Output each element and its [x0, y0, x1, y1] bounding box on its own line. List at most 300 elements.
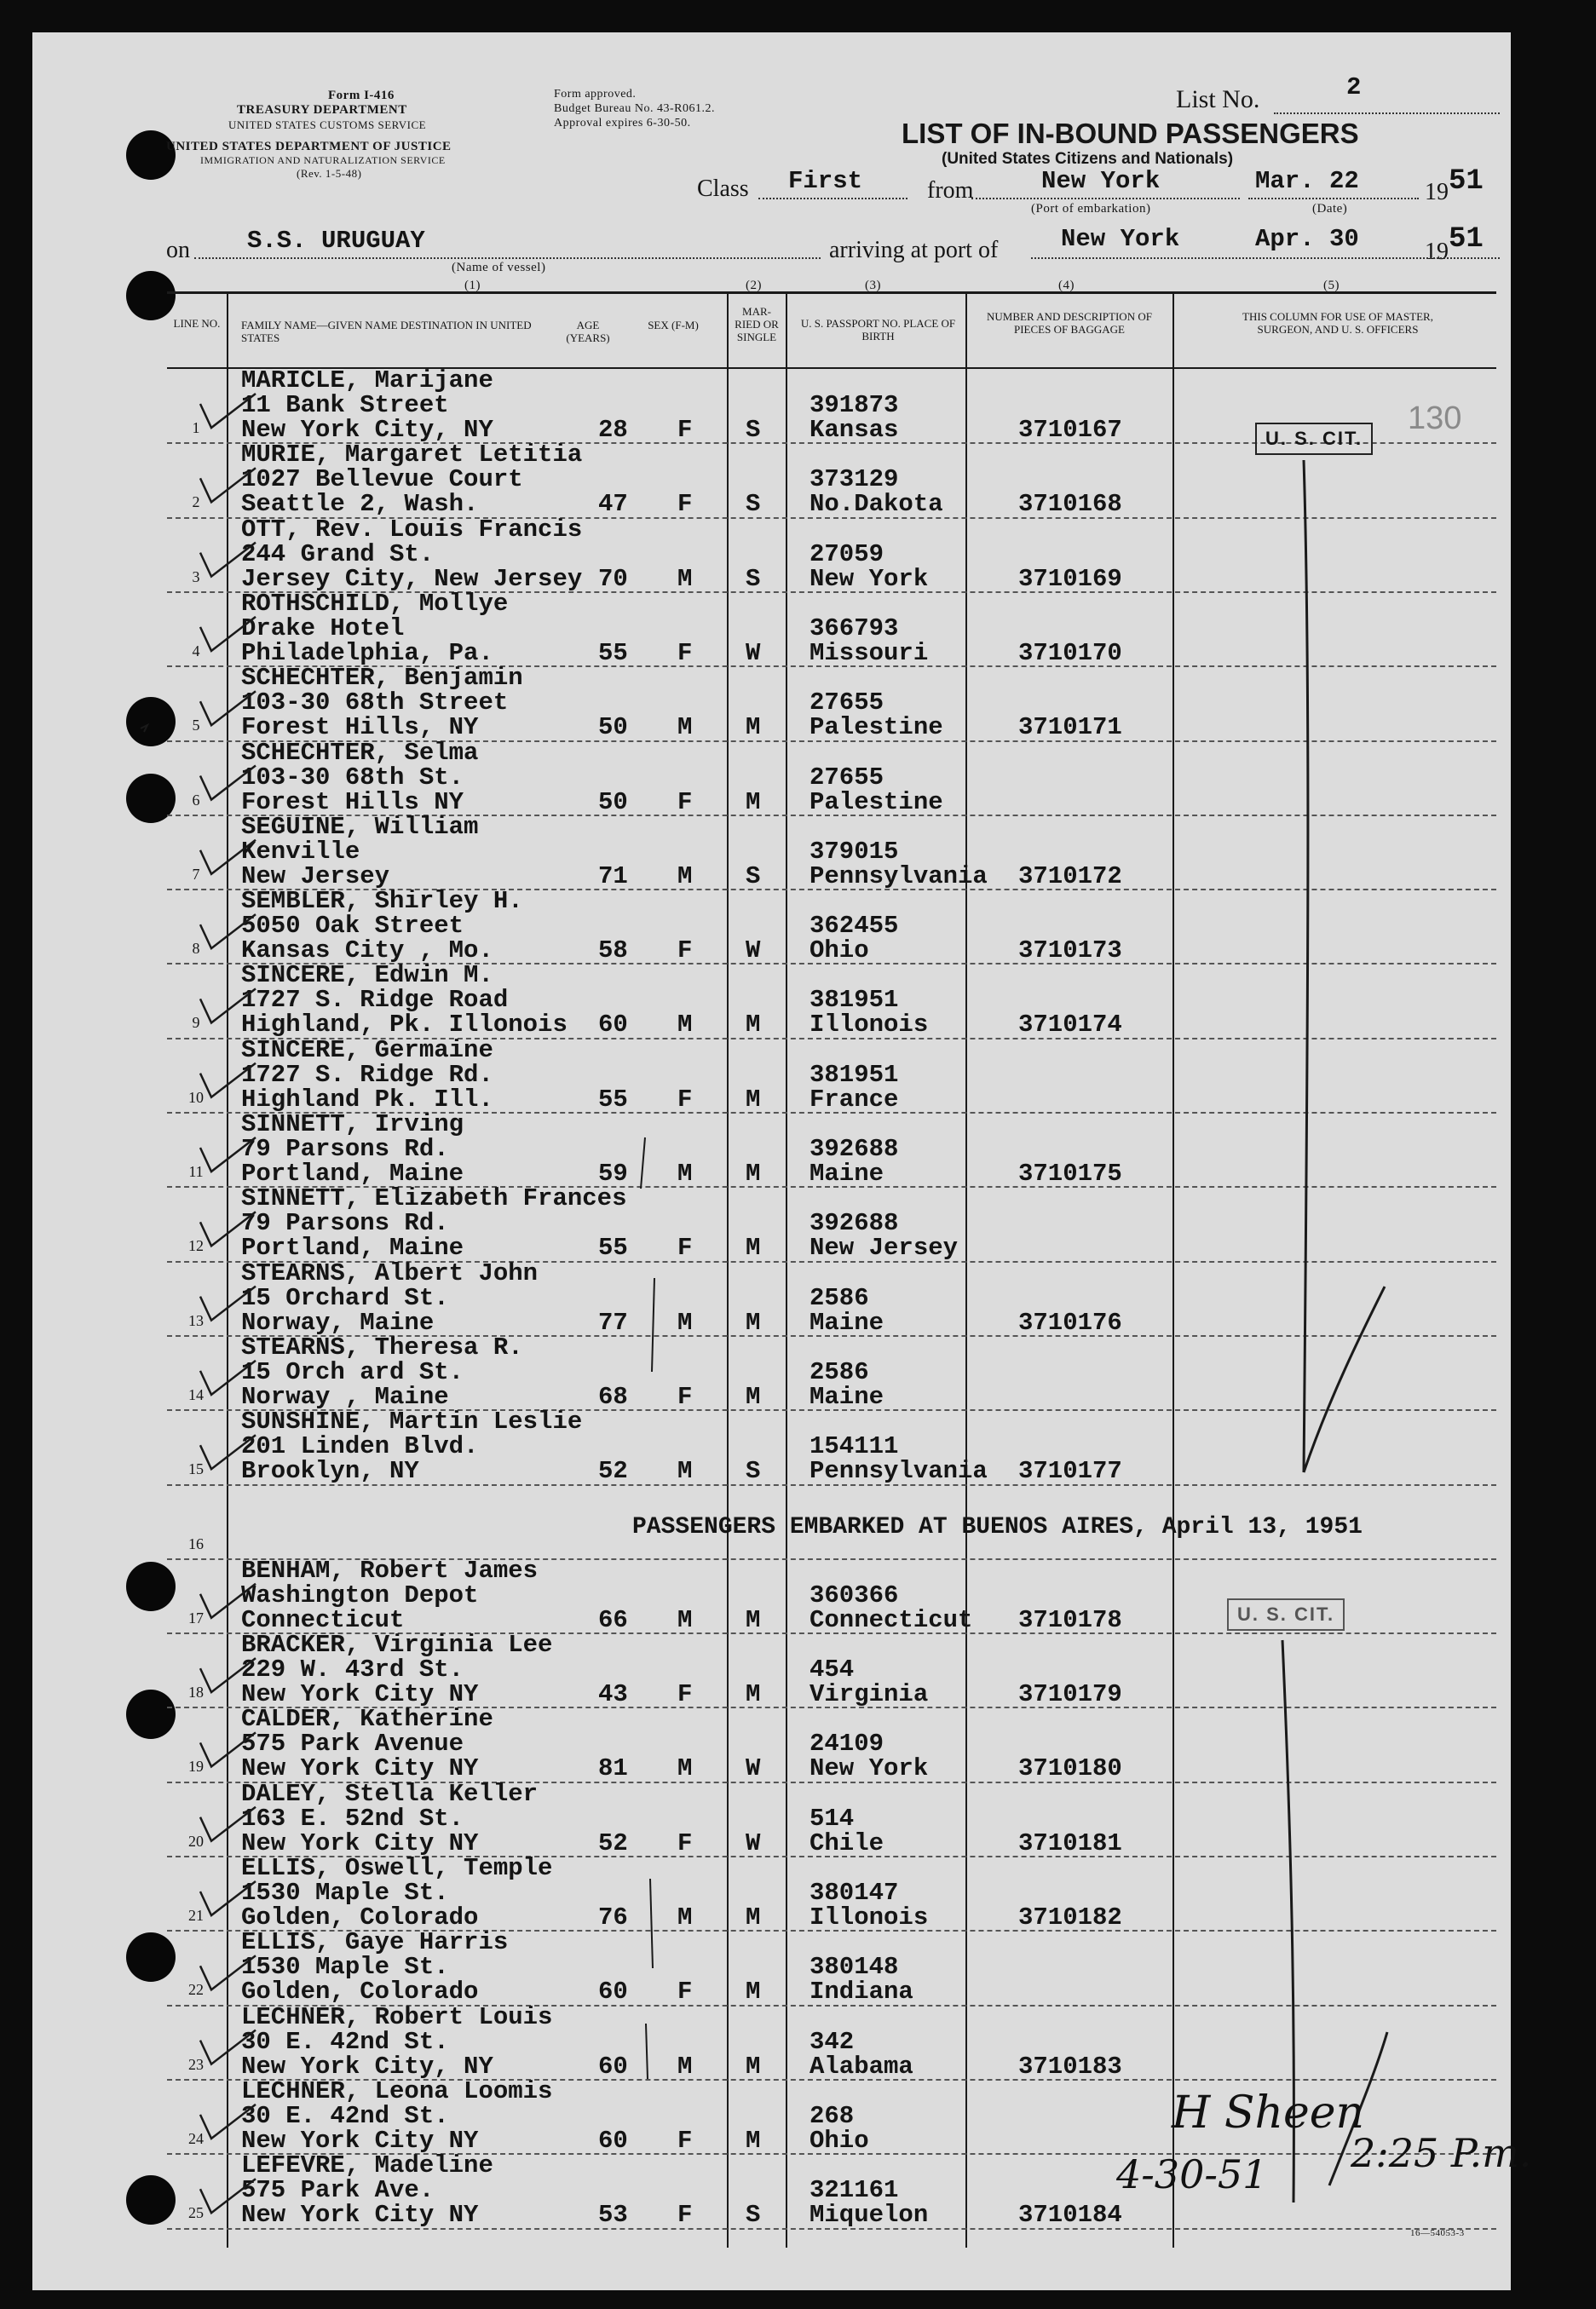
- cell-ms: S: [746, 416, 761, 444]
- cell-n2: Washington Depot: [241, 1581, 479, 1609]
- cell-n2: 201 Linden Blvd.: [241, 1432, 479, 1461]
- page-title: LIST OF IN-BOUND PASSENGERS: [902, 118, 1359, 149]
- col-head-passport: U. S. PASSPORT NO. PLACE OF BIRTH: [800, 317, 956, 343]
- cell-n1: CALDER, Katherine: [241, 1705, 493, 1734]
- cell-ms: S: [746, 2201, 761, 2230]
- cell-bag: 3710177: [1018, 1457, 1122, 1486]
- cell-pob: Chile: [810, 1828, 884, 1857]
- cell-pp: 360366: [810, 1581, 899, 1609]
- cell-n1: ELLIS, Gaye Harris: [241, 1928, 509, 1957]
- cell-n1: MARICLE, Marijane: [241, 366, 493, 394]
- col-head-sex: SEX (F-M): [648, 319, 699, 331]
- cell-bag: 3710182: [1018, 1903, 1122, 1932]
- check-mark: [200, 1361, 256, 1395]
- cell-age: 52: [598, 1828, 628, 1857]
- check-mark: [200, 2105, 256, 2139]
- cell-ms: W: [746, 936, 761, 965]
- cell-n3: Forest Hills NY: [241, 787, 464, 816]
- cell-n2: 1027 Bellevue Court: [241, 465, 523, 494]
- cell-n1: SCHECHTER, Benjamin: [241, 664, 523, 693]
- bracket-mark: [641, 1137, 645, 1189]
- cell-sex: F: [677, 2201, 693, 2230]
- cell-pp: 373129: [810, 465, 899, 494]
- cell-n3: Norway , Maine: [241, 1382, 449, 1411]
- us-cit-stamp: U. S. CIT.: [1227, 1598, 1345, 1631]
- cell-age: 77: [598, 1308, 628, 1337]
- form-service: UNITED STATES CUSTOMS SERVICE: [228, 118, 427, 131]
- cell-pob: France: [810, 1085, 899, 1114]
- class-label: Class: [697, 176, 749, 202]
- line-number: 6: [192, 791, 200, 809]
- cell-n3: New York City, NY: [241, 2052, 493, 2081]
- col-head-baggage: NUMBER AND DESCRIPTION OF PIECES OF BAGGAGE: [987, 310, 1152, 336]
- cell-sex: M: [677, 2052, 693, 2081]
- page-subtitle: (United States Citizens and Nationals): [942, 150, 1234, 168]
- cell-bag: 3710176: [1018, 1308, 1122, 1337]
- cell-n2: 1530 Maple St.: [241, 1953, 449, 1982]
- line-number: 9: [192, 1014, 200, 1032]
- line-number: 8: [192, 940, 200, 958]
- line-number: 14: [188, 1385, 204, 1403]
- check-mark: [200, 1584, 256, 1618]
- cell-sex: F: [677, 787, 693, 816]
- cell-sex: M: [677, 564, 693, 593]
- check-mark: [200, 988, 256, 1022]
- cell-ms: M: [746, 1160, 761, 1188]
- cell-n2: 103-30 68th Street: [241, 688, 509, 717]
- check-mark: [200, 1063, 256, 1097]
- cell-sex: F: [677, 2126, 693, 2155]
- cell-n3: Connecticut: [241, 1605, 405, 1634]
- cell-pp: 2586: [810, 1357, 869, 1386]
- cell-ms: M: [746, 1605, 761, 1634]
- cell-sex: M: [677, 861, 693, 890]
- cell-pp: 2586: [810, 1283, 869, 1312]
- form-rev: (Rev. 1-5-48): [297, 167, 362, 180]
- cell-pp: 268: [810, 2101, 855, 2130]
- cell-sex: F: [677, 490, 693, 519]
- cell-ms: S: [746, 564, 761, 593]
- cell-n1: DALEY, Stella Keller: [241, 1779, 539, 1808]
- list-no-label: List No.: [1176, 85, 1260, 113]
- cell-n3: Golden, Colorado: [241, 1978, 479, 2007]
- cell-n2: 15 Orch ard St.: [241, 1357, 464, 1386]
- cell-n1: SINCERE, Germaine: [241, 1035, 493, 1064]
- cell-age: 60: [598, 1011, 628, 1039]
- arrival-date: Apr. 30: [1255, 225, 1359, 253]
- col-head-age: AGE (YEARS): [566, 319, 610, 344]
- col-num-1: (1): [464, 279, 481, 292]
- cell-age: 47: [598, 490, 628, 519]
- cell-n1: BENHAM, Robert James: [241, 1556, 539, 1585]
- col-head-officers: THIS COLUMN FOR USE OF MASTER, SURGEON, AND U. S. OFFICERS: [1242, 310, 1433, 336]
- cell-n3: Highland, Pk. Illonois: [241, 1011, 568, 1039]
- line-number: 24: [188, 2129, 204, 2147]
- cell-sex: F: [677, 638, 693, 667]
- cell-pp: 362455: [810, 912, 899, 941]
- line-number: 20: [188, 1832, 204, 1850]
- line-number: 19: [188, 1758, 204, 1776]
- year-1: 51: [1449, 165, 1484, 198]
- vessel-name: S.S. URUGUAY: [247, 227, 425, 255]
- col-num-3: (3): [865, 279, 881, 292]
- cell-n1: LECHNER, Leona Loomis: [241, 2076, 553, 2105]
- cell-sex: M: [677, 1457, 693, 1486]
- check-mark: [200, 691, 256, 725]
- list-no-value: 2: [1346, 73, 1362, 101]
- cell-pp: 392688: [810, 1209, 899, 1238]
- cell-pob: Connecticut: [810, 1605, 973, 1634]
- cell-sex: M: [677, 1605, 693, 1634]
- cell-n1: SCHECHTER, Selma: [241, 738, 479, 767]
- check-mark: [200, 1955, 256, 1989]
- cell-pob: New York: [810, 1754, 929, 1783]
- cell-n2: 5050 Oak Street: [241, 912, 464, 941]
- cell-n2: 229 W. 43rd St.: [241, 1655, 464, 1684]
- cell-pp: 27655: [810, 688, 884, 717]
- line-number: 5: [192, 717, 200, 734]
- cell-ms: S: [746, 861, 761, 890]
- cell-n1: SINNETT, Irving: [241, 1110, 464, 1138]
- cell-age: 58: [598, 936, 628, 965]
- cell-ms: M: [746, 1978, 761, 2007]
- cell-bag: 3710184: [1018, 2201, 1122, 2230]
- footer-code: 16—54053-3: [1410, 2228, 1465, 2238]
- cell-pob: New Jersey: [810, 1234, 959, 1263]
- cell-n2: 79 Parsons Rd.: [241, 1209, 449, 1238]
- cell-n2: 1727 S. Ridge Rd.: [241, 1060, 493, 1089]
- cell-age: 60: [598, 1978, 628, 2007]
- cell-n1: SINNETT, Elizabeth Frances: [241, 1184, 627, 1213]
- cell-n1: SINCERE, Edwin M.: [241, 961, 493, 990]
- cell-bag: 3710181: [1018, 1828, 1122, 1857]
- cell-bag: 3710178: [1018, 1605, 1122, 1634]
- cell-bag: 3710168: [1018, 490, 1122, 519]
- cell-pp: 27655: [810, 763, 884, 792]
- line-number: 15: [188, 1460, 204, 1478]
- cell-pp: 380147: [810, 1879, 899, 1907]
- from-label: from: [927, 177, 974, 204]
- handwritten-date: 4-30-51: [1116, 2151, 1268, 2197]
- cell-n2: 30 E. 42nd St.: [241, 2027, 449, 2056]
- cell-n1: ELLIS, Oswell, Temple: [241, 1854, 553, 1882]
- cell-n3: New York City NY: [241, 1828, 479, 1857]
- check-mark: [200, 394, 256, 428]
- cell-bag: 3710173: [1018, 936, 1122, 965]
- cell-age: 53: [598, 2201, 628, 2230]
- line-number: 13: [188, 1311, 204, 1329]
- line-number: 2: [192, 493, 200, 511]
- cell-ms: M: [746, 713, 761, 742]
- check-mark: [200, 543, 256, 577]
- form-approval-3: Approval expires 6-30-50.: [554, 117, 691, 130]
- cell-n2: 1530 Maple St.: [241, 1879, 449, 1907]
- check-mark: [200, 617, 256, 651]
- cell-n1: BRACKER, Virginia Lee: [241, 1631, 553, 1660]
- section-note: PASSENGERS EMBARKED AT BUENOS AIRES, April 13, 1951: [632, 1514, 1363, 1540]
- cell-n3: Jersey City, New Jersey: [241, 564, 583, 593]
- check-mark: [200, 1881, 256, 1915]
- cell-n3: New York City NY: [241, 1680, 479, 1709]
- check-mark: [200, 1807, 256, 1841]
- line-number: 1: [192, 419, 200, 436]
- line-number: 21: [188, 1907, 204, 1924]
- cell-age: 66: [598, 1605, 628, 1634]
- cell-n1: SUNSHINE, Martin Leslie: [241, 1408, 583, 1437]
- line-number: 11: [188, 1163, 204, 1180]
- cell-pp: 154111: [810, 1432, 899, 1461]
- from-date: Mar. 22: [1255, 167, 1359, 195]
- cell-age: 71: [598, 861, 628, 890]
- cell-pob: No.Dakota: [810, 490, 943, 519]
- cell-n2: 575 Park Ave.: [241, 2176, 435, 2205]
- line-number: 22: [188, 1981, 204, 1999]
- cell-ms: M: [746, 1382, 761, 1411]
- cell-bag: 3710167: [1018, 416, 1122, 444]
- check-mark: [200, 1287, 256, 1321]
- cell-n2: 79 Parsons Rd.: [241, 1135, 449, 1163]
- cell-ms: S: [746, 490, 761, 519]
- cell-age: 28: [598, 416, 628, 444]
- line-number: 4: [192, 642, 200, 659]
- line-number: 16: [188, 1535, 204, 1552]
- on-label: on: [166, 237, 190, 263]
- cell-n3: Highland Pk. Ill.: [241, 1085, 493, 1114]
- cell-n1: MURIE, Margaret Letitia: [241, 440, 583, 469]
- cell-n1: LEFEVRE, Madeline: [241, 2151, 493, 2180]
- line-number: 17: [188, 1609, 204, 1627]
- cell-n1: LECHNER, Robert Louis: [241, 2002, 553, 2031]
- bracket-mark: [646, 2024, 648, 2079]
- cell-bag: 3710179: [1018, 1680, 1122, 1709]
- cell-n1: SEGUINE, William: [241, 812, 479, 841]
- cell-pp: 379015: [810, 837, 899, 866]
- cell-age: 60: [598, 2126, 628, 2155]
- cell-pob: Pennsylvania: [810, 861, 988, 890]
- cell-age: 68: [598, 1382, 628, 1411]
- cell-pob: Maine: [810, 1382, 884, 1411]
- cell-sex: F: [677, 1828, 693, 1857]
- cell-pp: 380148: [810, 1953, 899, 1982]
- cell-n3: Portland, Maine: [241, 1160, 464, 1188]
- cell-n2: 103-30 68th St.: [241, 763, 464, 792]
- form-number: Form I-416: [328, 89, 395, 102]
- cell-n3: Portland, Maine: [241, 1234, 464, 1263]
- cell-n3: New York City NY: [241, 2126, 479, 2155]
- check-mark: [200, 1212, 256, 1246]
- cell-pob: Ohio: [810, 936, 869, 965]
- check-mark: [200, 1658, 256, 1692]
- check-mark: [200, 2179, 256, 2213]
- line-number: 18: [188, 1684, 204, 1702]
- cell-pob: Miquelon: [810, 2201, 929, 2230]
- cell-n3: New Jersey: [241, 861, 390, 890]
- cell-pp: 321161: [810, 2176, 899, 2205]
- cell-bag: 3710174: [1018, 1011, 1122, 1039]
- cell-sex: M: [677, 1308, 693, 1337]
- cell-age: 59: [598, 1160, 628, 1188]
- cell-n3: Forest Hills, NY: [241, 713, 479, 742]
- from-port: New York: [1041, 167, 1161, 195]
- cell-age: 55: [598, 1085, 628, 1114]
- cell-n2: 15 Orchard St.: [241, 1283, 449, 1312]
- cell-age: 60: [598, 2052, 628, 2081]
- cell-n1: STEARNS, Albert John: [241, 1258, 539, 1287]
- cell-sex: F: [677, 1680, 693, 1709]
- cell-pp: 366793: [810, 613, 899, 642]
- cell-ms: W: [746, 1754, 761, 1783]
- cell-n3: New York City NY: [241, 1754, 479, 1783]
- line-number: 25: [188, 2204, 204, 2222]
- cell-bag: 3710171: [1018, 713, 1122, 742]
- cell-bag: 3710175: [1018, 1160, 1122, 1188]
- check-mark: [200, 1137, 256, 1172]
- cell-ms: M: [746, 1234, 761, 1263]
- cell-pob: Virginia: [810, 1680, 929, 1709]
- cell-pob: Palestine: [810, 787, 943, 816]
- class-value: First: [788, 167, 863, 195]
- officer-bracket-tick: [1304, 1287, 1385, 1472]
- check-mark: [200, 914, 256, 948]
- cell-age: 52: [598, 1457, 628, 1486]
- cell-bag: 3710180: [1018, 1754, 1122, 1783]
- cell-n2: Kenville: [241, 837, 360, 866]
- cell-ms: M: [746, 1011, 761, 1039]
- cell-pp: 342: [810, 2027, 855, 2056]
- cell-ms: M: [746, 1680, 761, 1709]
- cell-sex: M: [677, 1011, 693, 1039]
- col-num-5: (5): [1323, 279, 1340, 292]
- cell-pob: Alabama: [810, 2052, 913, 2081]
- bracket-mark: [652, 1278, 654, 1372]
- line-number: 7: [192, 865, 200, 883]
- cell-ms: M: [746, 1308, 761, 1337]
- cell-age: 70: [598, 564, 628, 593]
- cell-age: 76: [598, 1903, 628, 1932]
- cell-pp: 27059: [810, 539, 884, 568]
- cell-n2: 244 Grand St.: [241, 539, 435, 568]
- cell-n3: Norway, Maine: [241, 1308, 435, 1337]
- check-mark: [200, 2030, 256, 2064]
- cell-pp: 514: [810, 1804, 855, 1833]
- form-approval-1: Form approved.: [554, 88, 637, 101]
- cell-n2: Drake Hotel: [241, 613, 405, 642]
- port-embark-caption: (Port of embarkation): [1031, 202, 1151, 216]
- handwritten-time: 2:25 P.m.: [1351, 2130, 1532, 2176]
- cell-sex: F: [677, 416, 693, 444]
- check-mark: [200, 468, 256, 502]
- cell-n1: SEMBLER, Shirley H.: [241, 887, 523, 916]
- col-head-line: LINE NO.: [173, 317, 221, 330]
- cell-pp: 454: [810, 1655, 855, 1684]
- cell-sex: M: [677, 1160, 693, 1188]
- cell-pp: 24109: [810, 1730, 884, 1759]
- cell-n2: 11 Bank Street: [241, 391, 449, 419]
- cell-n2: 575 Park Avenue: [241, 1730, 464, 1759]
- line-number: 10: [188, 1088, 204, 1106]
- form-ins: IMMIGRATION AND NATURALIZATION SERVICE: [200, 154, 446, 166]
- cell-age: 50: [598, 713, 628, 742]
- year-2: 51: [1449, 223, 1484, 256]
- cell-n3: Seattle 2, Wash.: [241, 490, 479, 519]
- cell-sex: M: [677, 1754, 693, 1783]
- cell-ms: M: [746, 2052, 761, 2081]
- cell-n3: New York City, NY: [241, 416, 493, 444]
- cell-n1: ROTHSCHILD, Mollye: [241, 589, 509, 618]
- cell-n2: 30 E. 42nd St.: [241, 2101, 449, 2130]
- form-dept: TREASURY DEPARTMENT: [237, 103, 407, 117]
- cell-n3: New York City NY: [241, 2201, 479, 2230]
- cell-pp: 381951: [810, 1060, 899, 1089]
- cell-pob: Illonois: [810, 1011, 929, 1039]
- cell-ms: S: [746, 1457, 761, 1486]
- cell-n3: Kansas City , Mo.: [241, 936, 493, 965]
- cell-ms: M: [746, 2126, 761, 2155]
- cell-bag: 3710183: [1018, 2052, 1122, 2081]
- cell-age: 81: [598, 1754, 628, 1783]
- cell-n3: Philadelphia, Pa.: [241, 638, 493, 667]
- cell-sex: F: [677, 1234, 693, 1263]
- count-mark: 130: [1408, 400, 1462, 436]
- cell-bag: 3710169: [1018, 564, 1122, 593]
- cell-ms: M: [746, 1903, 761, 1932]
- date-caption: (Date): [1312, 202, 1348, 216]
- arrival-port: New York: [1061, 225, 1180, 253]
- cell-age: 43: [598, 1680, 628, 1709]
- cell-age: 50: [598, 787, 628, 816]
- line-number: 3: [192, 567, 200, 585]
- cell-pob: Pennsylvania: [810, 1457, 988, 1486]
- cell-sex: M: [677, 713, 693, 742]
- cell-ms: M: [746, 787, 761, 816]
- col-num-4: (4): [1058, 279, 1075, 292]
- cell-n2: 163 E. 52nd St.: [241, 1804, 464, 1833]
- bracket-mark: [650, 1879, 653, 1968]
- check-mark: [200, 1435, 256, 1469]
- officer-signature: H Sheen: [1172, 2087, 1365, 2139]
- cell-pob: New York: [810, 564, 929, 593]
- cell-sex: F: [677, 1085, 693, 1114]
- line-number: 12: [188, 1237, 204, 1255]
- line-number: 23: [188, 2055, 204, 2073]
- cell-n3: Golden, Colorado: [241, 1903, 479, 1932]
- officer-bracket-line: [1304, 460, 1308, 1472]
- cell-age: 55: [598, 638, 628, 667]
- check-mark: [200, 1732, 256, 1766]
- cell-n1: STEARNS, Theresa R.: [241, 1333, 523, 1362]
- cell-bag: 3710170: [1018, 638, 1122, 667]
- cell-sex: F: [677, 1382, 693, 1411]
- cell-sex: M: [677, 1903, 693, 1932]
- cell-pob: Ohio: [810, 2126, 869, 2155]
- cell-n2: 1727 S. Ridge Road: [241, 986, 509, 1015]
- cell-bag: 3710172: [1018, 861, 1122, 890]
- year-prefix-1: 19: [1425, 179, 1449, 205]
- vessel-caption: (Name of vessel): [452, 261, 546, 274]
- cell-n1: OTT, Rev. Louis Francis: [241, 515, 583, 544]
- cell-pp: 392688: [810, 1135, 899, 1163]
- col-head-name: FAMILY NAME—GIVEN NAME DESTINATION IN UNITED STATES: [241, 319, 532, 344]
- cell-ms: M: [746, 1085, 761, 1114]
- cell-ms: W: [746, 638, 761, 667]
- cell-pp: 381951: [810, 986, 899, 1015]
- form-approval-2: Budget Bureau No. 43-R061.2.: [554, 102, 715, 115]
- cell-pob: Maine: [810, 1308, 884, 1337]
- cell-age: 55: [598, 1234, 628, 1263]
- cell-sex: F: [677, 1978, 693, 2007]
- cell-pob: Kansas: [810, 416, 899, 444]
- cell-pob: Illonois: [810, 1903, 929, 1932]
